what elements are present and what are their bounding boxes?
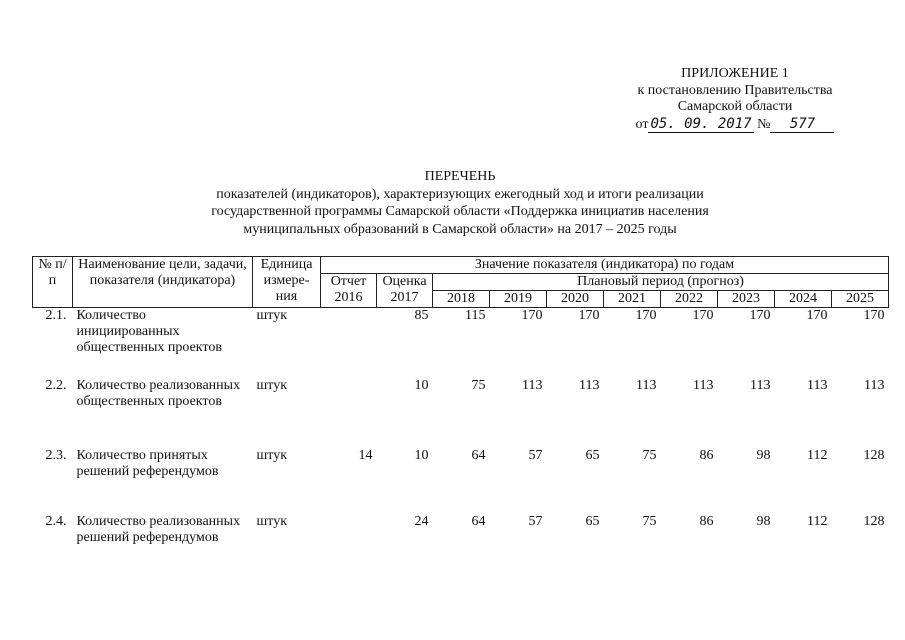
indicators-table <box>32 256 889 574</box>
row-name: Количество реализованных общественных проектов <box>76 378 241 409</box>
row-value: 57 <box>528 514 543 529</box>
row-name: Количество принятых решений референдумов <box>76 448 219 479</box>
row-estimate: 24 <box>414 514 429 529</box>
row-code: 2.2. <box>45 378 67 393</box>
row-value: 113 <box>807 378 828 393</box>
row-value: 113 <box>522 378 543 393</box>
header-num: № п/п <box>33 257 73 308</box>
row-code: 2.3. <box>45 448 67 463</box>
row-estimate: 10 <box>414 378 429 393</box>
appendix-block <box>610 66 860 133</box>
header-unit: Единица измере-ния <box>253 257 321 308</box>
row-code: 2.4. <box>45 514 67 529</box>
appendix-number: 577 <box>770 116 834 134</box>
row-value: 170 <box>692 308 714 323</box>
header-year: 2021 <box>604 291 661 308</box>
heading-line3: муниципальных образований в Самарской области» на 2017 – 2025 годы <box>243 221 677 237</box>
header-year: 2019 <box>490 291 547 308</box>
table-row <box>33 448 889 514</box>
row-report <box>321 308 377 379</box>
row-value: 86 <box>699 448 714 463</box>
header-year: 2023 <box>718 291 775 308</box>
row-value: 65 <box>585 448 600 463</box>
header-report: Отчет 2016 <box>321 274 377 308</box>
row-estimate: 85 <box>414 308 429 323</box>
row-value: 170 <box>863 308 885 323</box>
row-unit: штук <box>256 448 288 463</box>
row-value: 75 <box>642 448 657 463</box>
table-row <box>33 378 889 448</box>
table-row <box>33 514 889 574</box>
row-value: 113 <box>579 378 600 393</box>
appendix-from-prefix: от <box>635 116 649 132</box>
row-value: 86 <box>699 514 714 529</box>
row-value: 170 <box>749 308 771 323</box>
row-unit: штук <box>256 378 288 393</box>
row-name: Количество инициированных общественных проектов <box>76 308 222 355</box>
row-value: 113 <box>693 378 714 393</box>
header-name: Наименование цели, задачи, показателя (индикатора) <box>73 257 253 308</box>
header-year: 2024 <box>775 291 832 308</box>
appendix-number-prefix: № <box>757 116 771 132</box>
appendix-date-line <box>610 116 860 134</box>
row-value: 128 <box>863 514 885 529</box>
row-value: 75 <box>471 378 486 393</box>
row-report <box>321 514 377 574</box>
table-row <box>33 308 889 379</box>
row-value: 112 <box>807 514 828 529</box>
header-plan-group: Плановый период (прогноз) <box>433 274 889 291</box>
header-year: 2025 <box>832 291 889 308</box>
header-year: 2022 <box>661 291 718 308</box>
header-year: 2020 <box>547 291 604 308</box>
row-value: 64 <box>471 448 486 463</box>
appendix-line1: к постановлению Правительства <box>637 82 833 98</box>
row-value: 98 <box>756 448 771 463</box>
row-value: 170 <box>635 308 657 323</box>
heading-line1: показателей (индикаторов), характеризующих ежегодный ход и итоги реализации <box>216 186 704 202</box>
row-code: 2.1. <box>45 308 67 323</box>
appendix-line2: Самарской области <box>677 99 793 114</box>
heading-line2: государственной программы Самарской области «Поддержка инициатив населения <box>211 204 709 219</box>
row-value: 57 <box>528 448 543 463</box>
row-report: 14 <box>358 448 373 463</box>
row-value: 113 <box>750 378 771 393</box>
row-value: 64 <box>471 514 486 529</box>
row-value: 65 <box>585 514 600 529</box>
row-value: 113 <box>864 378 885 393</box>
header-year: 2018 <box>433 291 490 308</box>
header-values-group: Значение показателя (индикатора) по годам <box>321 257 889 274</box>
row-report <box>321 378 377 448</box>
row-value: 170 <box>578 308 600 323</box>
row-unit: штук <box>256 514 288 529</box>
document-heading <box>150 168 770 238</box>
row-value: 128 <box>863 448 885 463</box>
row-value: 170 <box>806 308 828 323</box>
row-value: 98 <box>756 514 771 529</box>
row-value: 113 <box>636 378 657 393</box>
appendix-title: ПРИЛОЖЕНИЕ 1 <box>681 66 789 81</box>
row-value: 75 <box>642 514 657 529</box>
row-estimate: 10 <box>414 448 429 463</box>
row-name: Количество реализованных решений референдумов <box>76 514 241 545</box>
header-estimate: Оценка 2017 <box>377 274 433 308</box>
row-value: 112 <box>807 448 828 463</box>
row-value: 115 <box>465 308 486 323</box>
heading-title: ПЕРЕЧЕНЬ <box>424 169 496 184</box>
row-value: 170 <box>521 308 543 323</box>
row-unit: штук <box>256 308 288 323</box>
appendix-date: 05. 09. 2017 <box>650 115 752 132</box>
